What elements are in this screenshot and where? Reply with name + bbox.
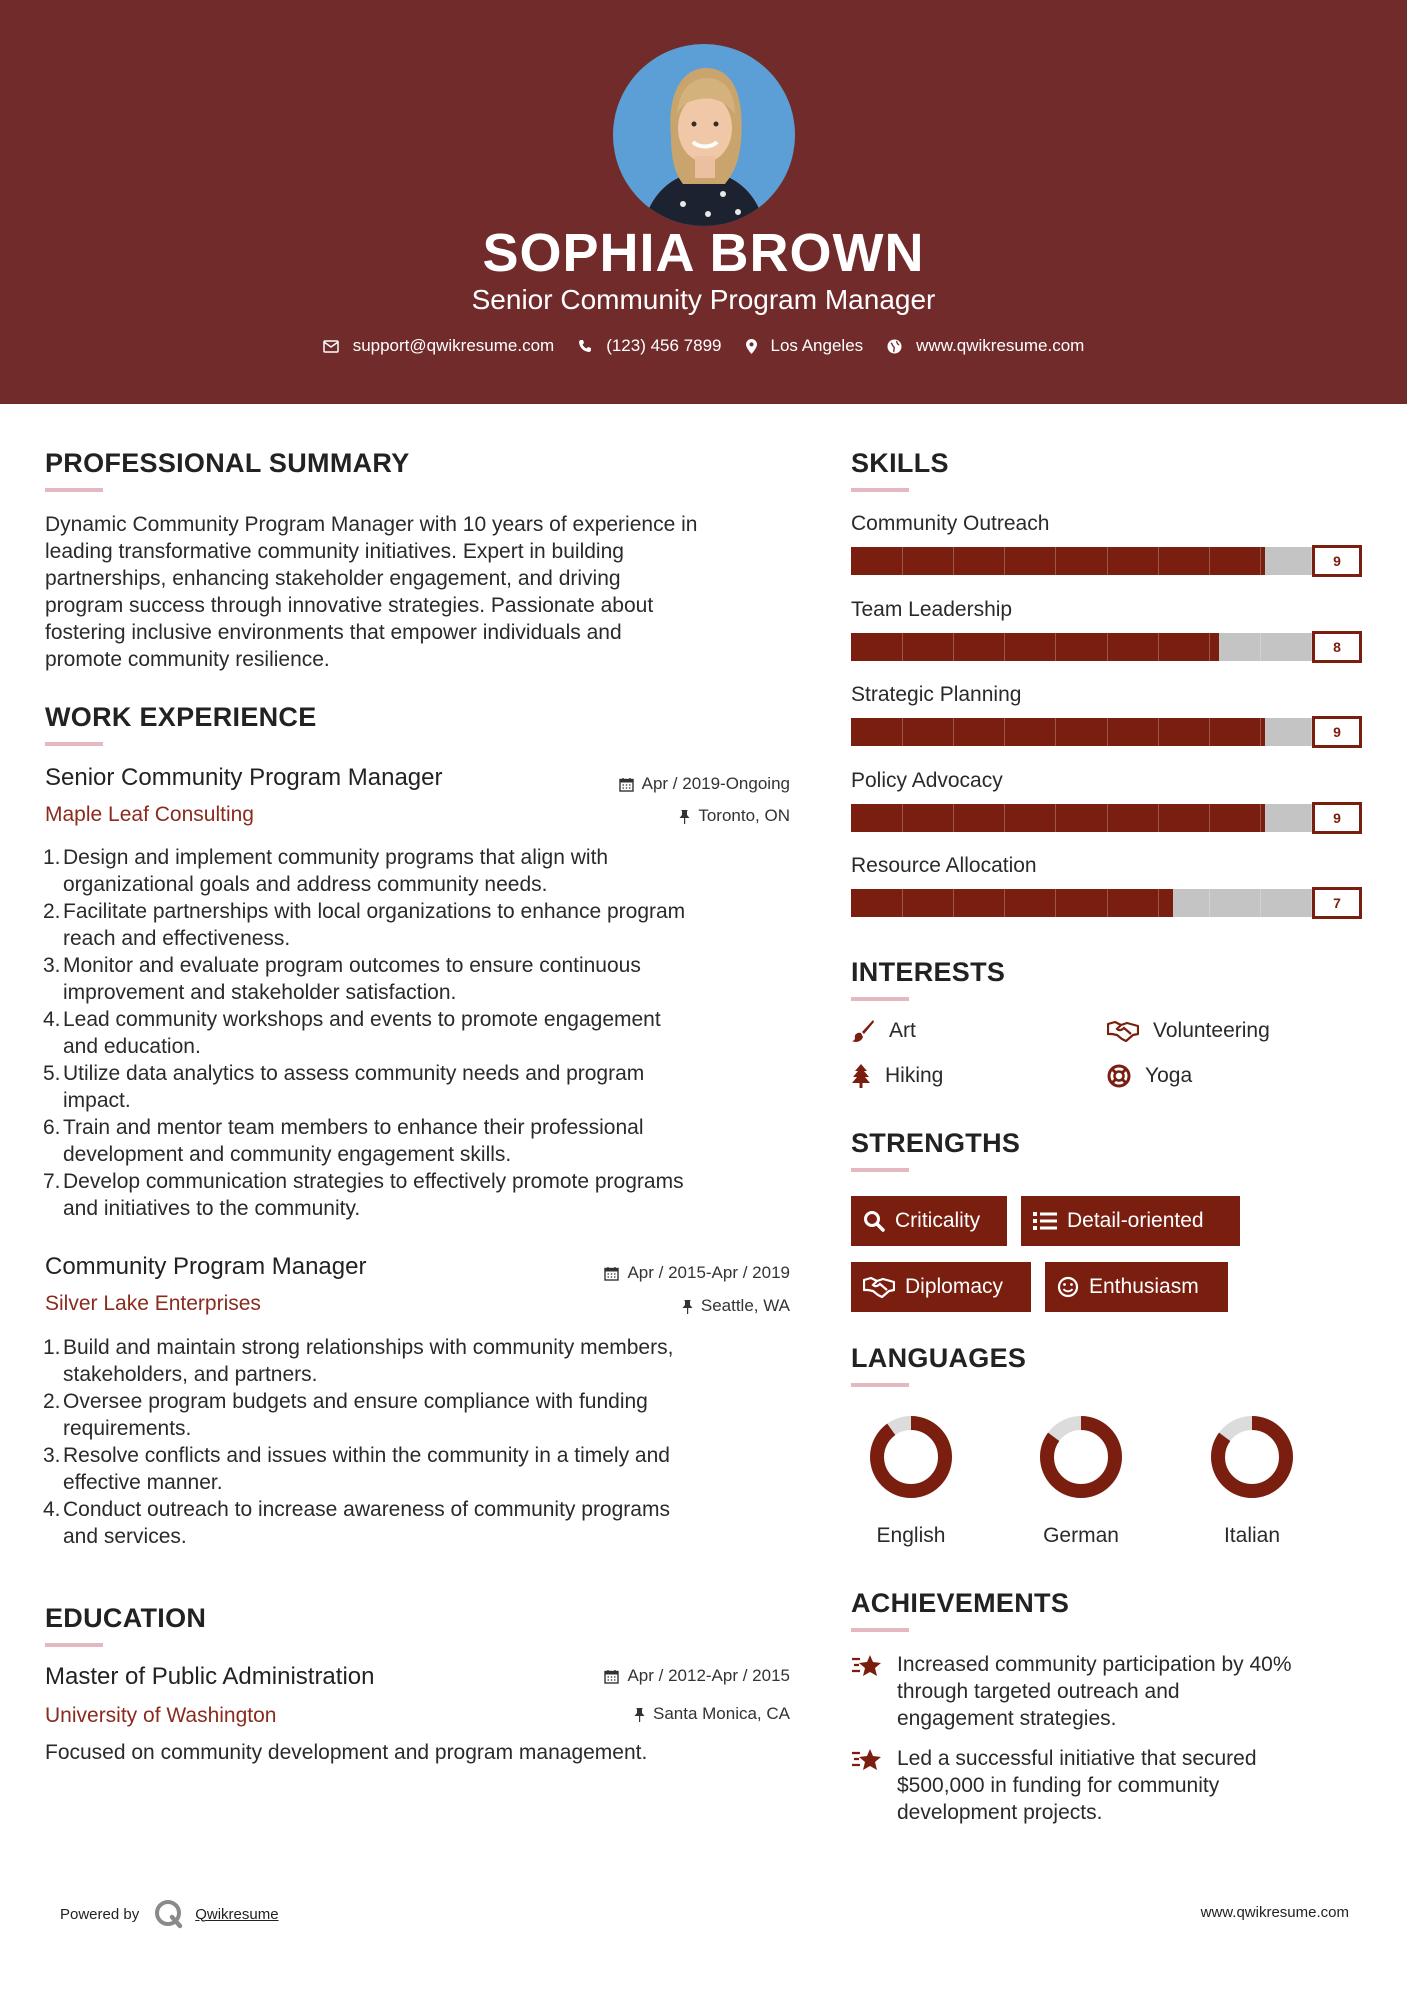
duty-line: impact. [63,1089,131,1112]
calendar-icon [604,1669,619,1684]
website-text: www.qwikresume.com [916,336,1085,355]
duty-line: Monitor and evaluate program outcomes to ensure continuous [63,954,641,977]
candidate-name: SOPHIA BROWN [482,223,925,283]
duty-line: Develop communication strategies to effectively promote programs [63,1170,684,1193]
skill-bar-segment [902,633,903,661]
calendar-icon [619,777,634,792]
interest-item-hiking [851,1064,943,1088]
duty-line: and initiatives to the community. [63,1197,361,1220]
strength-badge-criticality [851,1196,1007,1246]
skill-bar-segment [1055,547,1056,575]
pin-icon [634,1707,645,1722]
skill-bar-segment [902,889,903,917]
skill-score: 9 [1312,716,1362,748]
skill-bar-segment [1107,804,1108,832]
list-item: 6. Train and mentor team members to enhance their professional development and community engagement skills. [45,1114,785,1168]
skill-bar-fill [851,547,1265,575]
summary-heading: PROFESSIONAL SUMMARY [45,448,410,478]
contact-phone[interactable] [578,336,721,356]
skill-bar-fill [851,718,1265,746]
phone-icon [578,339,592,353]
job-location-text: Toronto, ON [698,806,790,825]
skill-bar-segment [1004,889,1005,917]
duty-line: development and community engagement skills. [63,1143,512,1166]
summary-text [45,511,805,673]
list-item: 1. Design and implement community programs that align with organizational goals and address community needs. [45,844,785,898]
summary-line: promote community resilience. [45,648,330,671]
language-donut [866,1412,956,1502]
skill-score: 9 [1312,802,1362,834]
education-location-text: Santa Monica, CA [652,1704,790,1723]
skill-bar-segment [902,547,903,575]
achievement-line: engagement strategies. [897,1707,1117,1730]
paintbrush-icon [851,1019,875,1043]
skill-bar-segment [1055,718,1056,746]
list-icon [1033,1211,1057,1231]
summary-line: leading transformative community initiatives. Expert in building [45,540,624,563]
duty-line: Conduct outreach to increase awareness of community programs [63,1498,670,1521]
skill-bar-segment [1004,718,1005,746]
contact-row [0,336,1407,356]
education-school: University of Washington [45,1704,277,1727]
strength-label: Diplomacy [905,1275,1004,1298]
skill-bar-segment [902,804,903,832]
powered-by-text: Powered by [60,1905,140,1923]
language-donut [1207,1412,1297,1502]
duty-line: requirements. [63,1417,192,1440]
skill-label: Policy Advocacy [851,768,1003,792]
pin-icon [682,1299,693,1314]
job-duties-2 [45,1334,785,1550]
skill-bar-segment [953,718,954,746]
skill-bar-segment [1107,547,1108,575]
skill-bar-segment [1209,804,1210,832]
skill-bar-segment [1004,804,1005,832]
skill-bar-segment [1209,718,1210,746]
job-dates-2 [604,1263,790,1283]
achievements-heading: ACHIEVEMENTS [851,1588,1070,1618]
interest-item-volunteering [1107,1019,1270,1043]
list-item: 3. Resolve conflicts and issues within the community in a timely and effective manner. [45,1442,785,1496]
strength-badge-diplomacy [851,1262,1031,1312]
languages-underline [851,1383,909,1387]
skill-bar-segment [902,718,903,746]
summary-line: program success through innovative strategies. Passionate about [45,594,654,617]
interests-heading: INTERESTS [851,957,1006,987]
summary-line: fostering inclusive environments that empower individuals and [45,621,622,644]
job-title-1: Senior Community Program Manager [45,764,443,791]
skill-bar [851,718,1362,746]
interest-label: Hiking [885,1064,944,1087]
pin-icon [679,809,690,824]
interest-item-art [851,1019,916,1043]
skill-bar-segment [1260,889,1261,917]
duty-line: reach and effectiveness. [63,927,291,950]
tree-icon [851,1064,871,1088]
language-donut-fill [877,1423,945,1491]
skill-bar-segment [953,889,954,917]
list-item: 7. Develop communication strategies to effectively promote programs and initiatives to the community. [45,1168,785,1222]
achievement-line: through targeted outreach and [897,1680,1180,1703]
duty-line: Lead community workshops and events to promote engagement [63,1008,661,1031]
skill-bar-segment [1055,633,1056,661]
achievement-line: development projects. [897,1801,1103,1824]
experience-heading: WORK EXPERIENCE [45,702,317,732]
list-item: 5. Utilize data analytics to assess community needs and program impact. [45,1060,785,1114]
job-dates-1 [619,774,790,794]
job-duties-1 [45,844,785,1222]
list-item: 4. Lead community workshops and events to promote engagement and education. [45,1006,785,1060]
experience-underline [45,742,103,746]
skill-score: 7 [1312,887,1362,919]
skill-bar-segment [953,804,954,832]
skill-bar-segment [1158,633,1159,661]
skill-bar-segment [1209,889,1210,917]
skill-bar-segment [1158,889,1159,917]
skill-bar-segment [1055,804,1056,832]
education-dates [604,1666,790,1686]
search-icon [863,1210,885,1232]
skill-score: 9 [1312,545,1362,577]
skill-bar-segment [1260,633,1261,661]
duty-line: Resolve conflicts and issues within the community in a timely and [63,1444,670,1467]
handshake-icon [863,1276,895,1298]
language-label: German [1043,1524,1119,1547]
duty-line: Oversee program budgets and ensure compliance with funding [63,1390,648,1413]
list-item: 2. Oversee program budgets and ensure compliance with funding requirements. [45,1388,785,1442]
skill-bar-segment [1260,718,1261,746]
skill-bar-fill [851,633,1219,661]
job-location-text: Seattle, WA [700,1296,790,1315]
education-dates-text: Apr / 2012-Apr / 2015 [627,1666,790,1685]
summary-line: partnerships, enhancing stakeholder engagement, and driving [45,567,621,590]
interests-underline [851,997,909,1001]
list-item: 4. Conduct outreach to increase awareness of community programs and services. [45,1496,785,1550]
education-underline [45,1643,103,1647]
list-item: 1. Build and maintain strong relationships with community members, stakeholders, and partners. [45,1334,785,1388]
duty-line: Train and mentor team members to enhance their professional [63,1116,644,1139]
duty-line: and services. [63,1525,187,1548]
strength-label: Criticality [895,1209,981,1232]
profile-photo-image [613,44,795,226]
email-text: support@qwikresume.com [352,336,555,355]
skill-bar-segment [1004,547,1005,575]
job-company-1: Maple Leaf Consulting [45,803,254,826]
skill-bar [851,633,1362,661]
achievement-item [851,1745,1257,1826]
lifebuoy-icon [1107,1064,1131,1088]
skill-bar-segment [1158,547,1159,575]
summary-underline [45,488,103,492]
education-description: Focused on community development and program management. [45,1741,648,1764]
resume-header [0,0,1407,404]
strength-badge-detail-oriented [1021,1196,1240,1246]
skill-bar-segment [1107,633,1108,661]
skill-bar-fill [851,889,1173,917]
candidate-title: Senior Community Program Manager [471,284,936,315]
skill-bar [851,889,1362,917]
smile-icon [1057,1276,1079,1298]
interest-label: Art [889,1019,916,1042]
job-company-2: Silver Lake Enterprises [45,1292,261,1315]
strengths-heading: STRENGTHS [851,1128,1021,1158]
skill-bar-segment [1209,633,1210,661]
skill-bar-segment [1260,547,1261,575]
duty-line: Utilize data analytics to assess community needs and program [63,1062,645,1085]
list-item: 2. Facilitate partnerships with local organizations to enhance program reach and effectiveness. [45,898,785,952]
achievement-item [851,1651,1292,1732]
strength-label: Detail-oriented [1067,1209,1204,1232]
envelope-icon [323,340,339,353]
skill-bar-segment [1158,718,1159,746]
achievements-underline [851,1628,909,1632]
location-text: Los Angeles [770,336,864,355]
education-heading: EDUCATION [45,1603,207,1633]
skill-bar-segment [1004,633,1005,661]
skill-label: Resource Allocation [851,854,1037,877]
job-title-2: Community Program Manager [45,1253,367,1280]
profile-photo [613,44,795,226]
duty-line: Facilitate partnerships with local organizations to enhance program [63,900,686,923]
job-location-1 [679,806,790,826]
skill-bar-segment [953,633,954,661]
list-item: 3. Monitor and evaluate program outcomes to ensure continuous improvement and stakeholder satisfaction. [45,952,785,1006]
skill-label: Community Outreach [851,512,1050,535]
strengths-underline [851,1168,909,1172]
skill-bar [851,547,1362,575]
duty-line: improvement and stakeholder satisfaction. [63,981,457,1004]
contact-email[interactable] [323,336,555,356]
star-icon [851,1747,883,1773]
job-dates-text: Apr / 2019-Ongoing [641,774,790,793]
qwikresume-link[interactable]: Qwikresume [195,1905,279,1923]
duty-line: Build and maintain strong relationships with community members, [63,1336,674,1359]
duty-line: stakeholders, and partners. [63,1363,318,1386]
interest-label: Yoga [1145,1064,1193,1087]
achievement-line: Led a successful initiative that secured [897,1747,1257,1770]
calendar-icon [604,1266,619,1281]
skill-bar-segment [1107,889,1108,917]
skill-bar-segment [1107,718,1108,746]
skills-underline [851,488,909,492]
achievement-line: Increased community participation by 40% [897,1653,1292,1676]
skill-label: Strategic Planning [851,683,1022,706]
language-label: Italian [1223,1524,1281,1547]
duty-line: and education. [63,1035,201,1058]
skill-label: Team Leadership [851,597,1013,621]
star-icon [851,1653,883,1679]
languages-heading: LANGUAGES [851,1343,1027,1373]
language-label: English [876,1524,946,1547]
skill-bar-segment [1055,889,1056,917]
skills-heading: SKILLS [851,448,949,478]
contact-location [746,336,864,356]
footer-website[interactable]: www.qwikresume.com [1200,1904,1349,1921]
language-donut [1036,1412,1126,1502]
map-pin-icon [746,339,757,354]
contact-website[interactable] [887,336,1084,356]
duty-line: Design and implement community programs that align with [63,846,609,869]
skill-bar-segment [1158,804,1159,832]
qwikresume-logo-icon [153,1898,185,1930]
education-location [634,1704,790,1724]
phone-text: (123) 456 7899 [606,336,722,355]
skill-bar-segment [1209,547,1210,575]
skill-score: 8 [1312,631,1362,663]
summary-line: Dynamic Community Program Manager with 10 years of experience in [45,513,698,536]
skill-bar-fill [851,804,1265,832]
job-location-2 [682,1296,790,1316]
handshake-icon [1107,1020,1139,1042]
globe-icon [887,339,902,354]
skill-bar-segment [1260,804,1261,832]
interest-item-yoga [1107,1064,1192,1088]
interest-label: Volunteering [1153,1019,1270,1042]
footer-powered-by [60,1898,279,1930]
skill-bar [851,804,1362,832]
duty-line: organizational goals and address community needs. [63,873,548,896]
strength-label: Enthusiasm [1089,1275,1199,1298]
education-degree: Master of Public Administration [45,1663,375,1690]
achievement-line: $500,000 in funding for community [897,1774,1220,1797]
strength-badge-enthusiasm [1045,1262,1228,1312]
job-dates-text: Apr / 2015-Apr / 2019 [627,1263,790,1282]
duty-line: effective manner. [63,1471,223,1494]
skill-bar-segment [953,547,954,575]
